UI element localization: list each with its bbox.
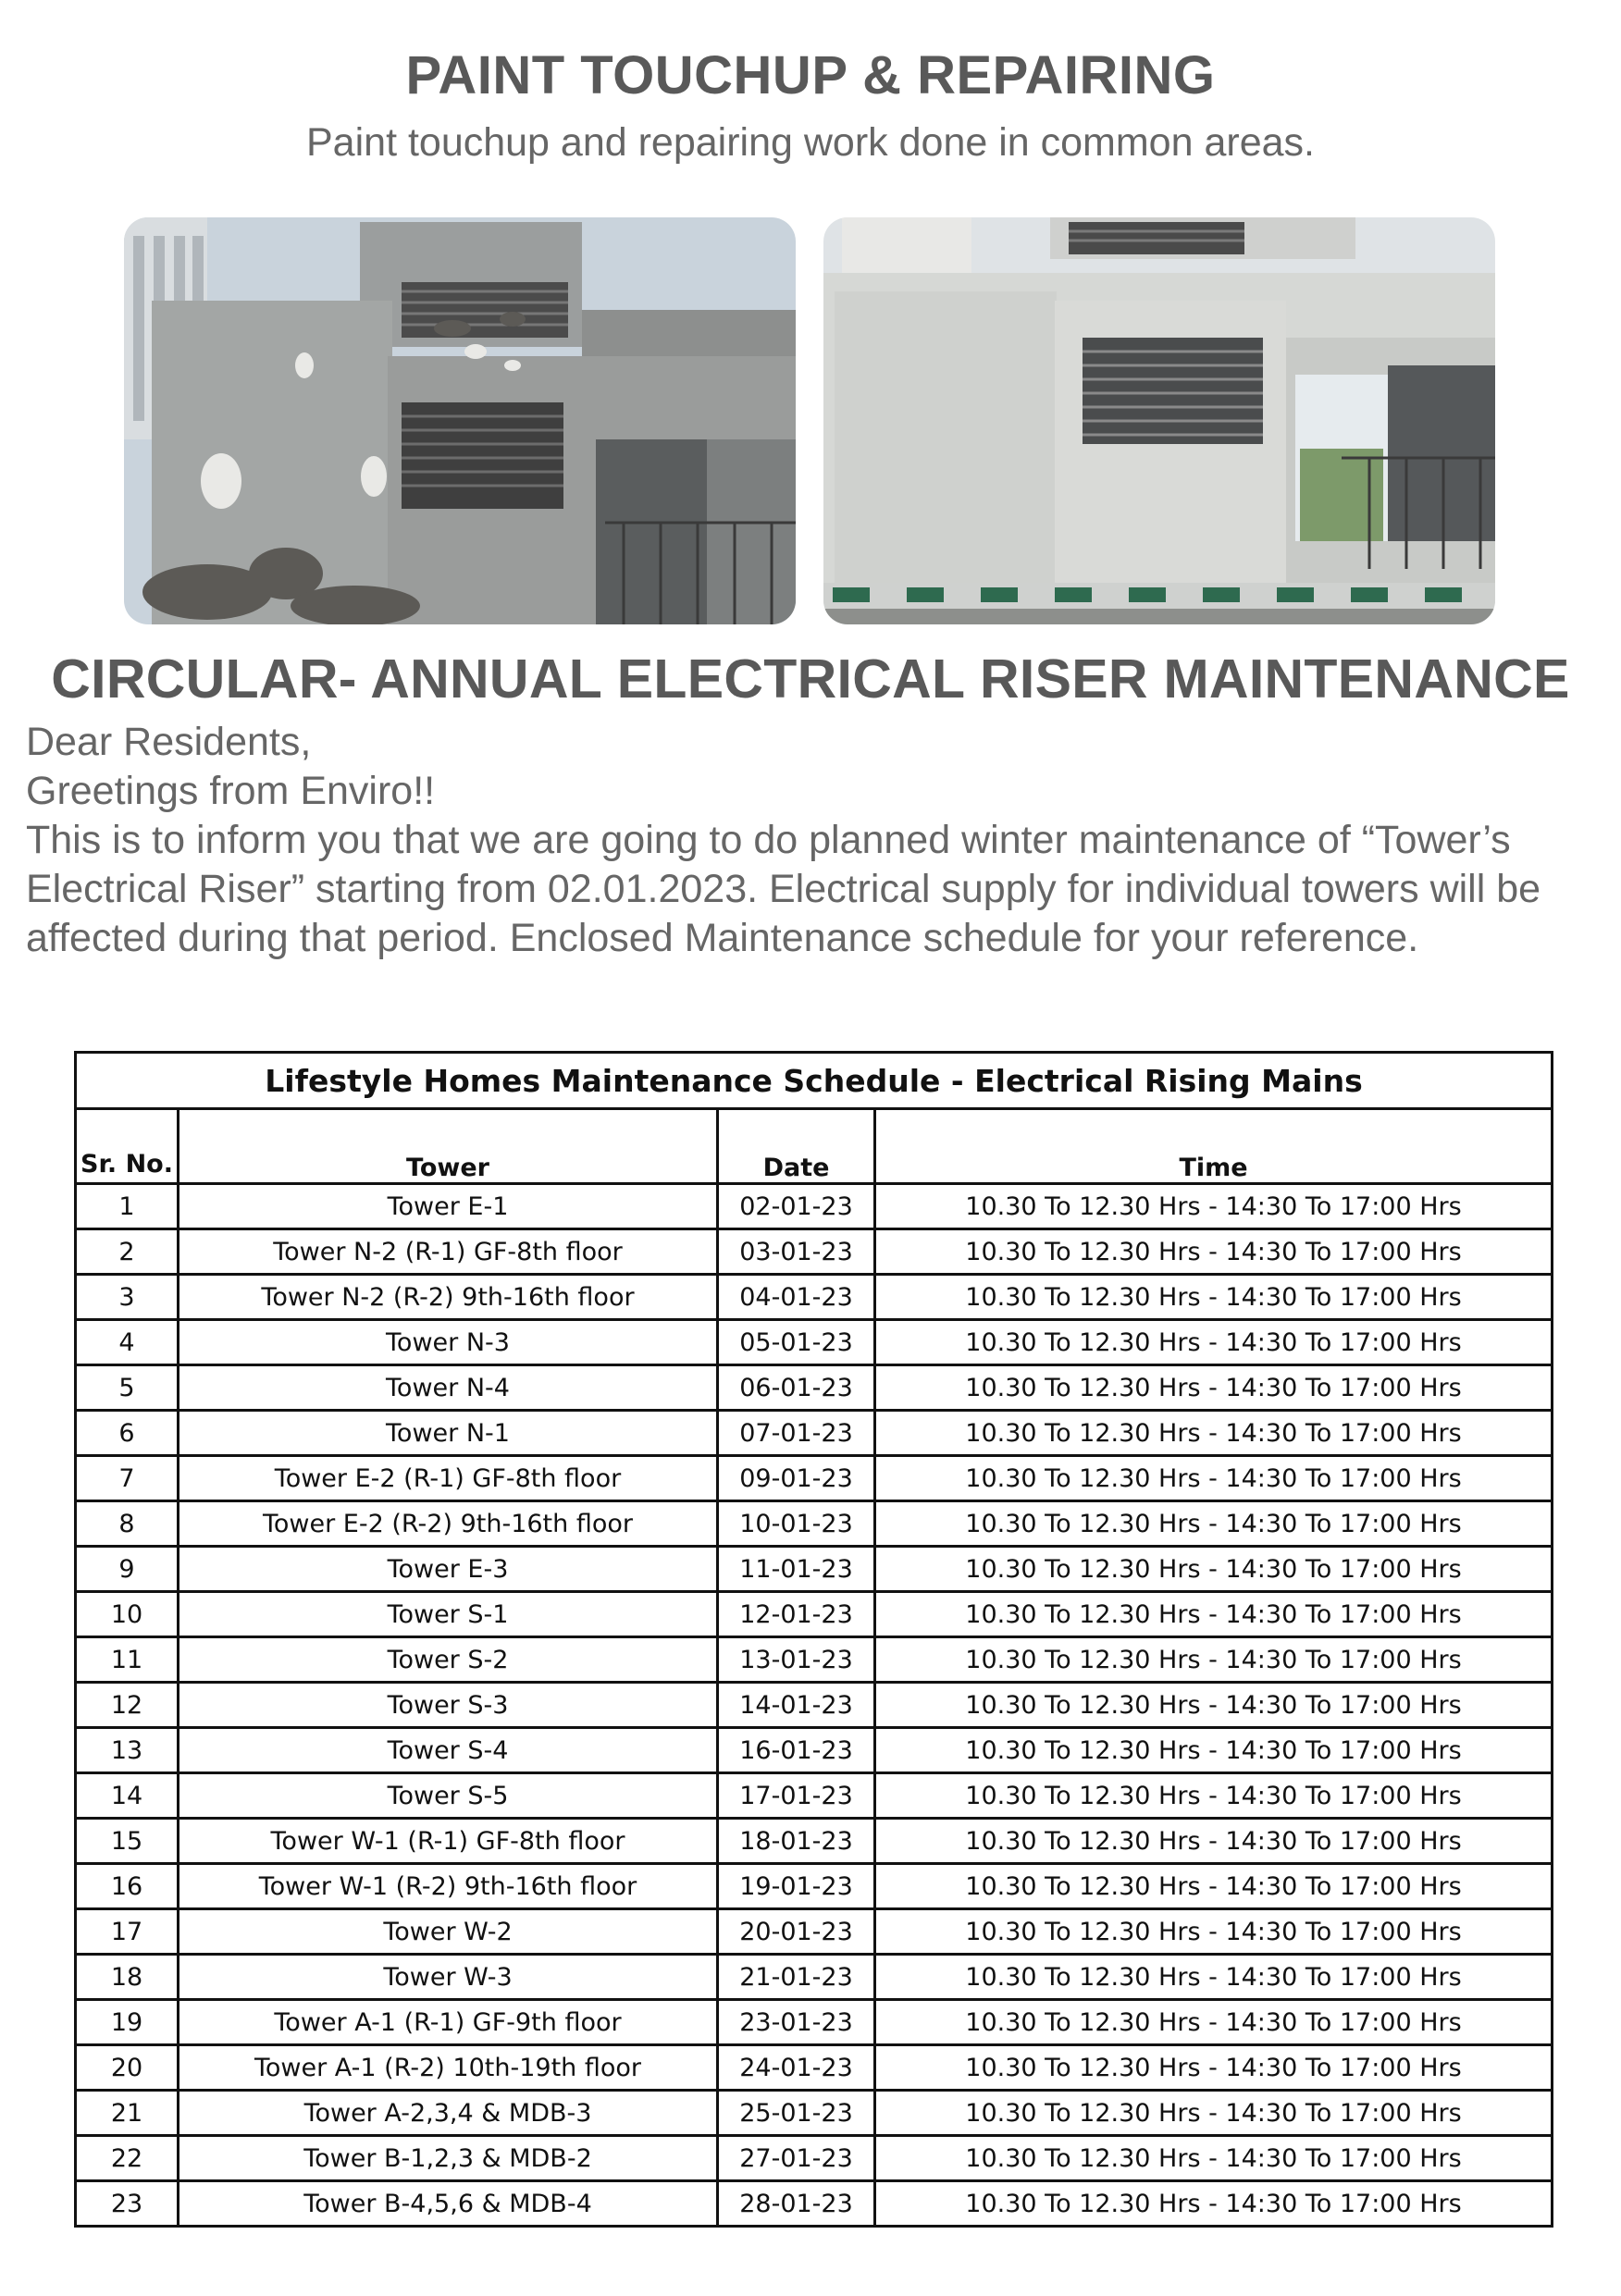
cell-sr-no: 6 [76, 1411, 179, 1456]
maintenance-schedule-table [74, 1051, 1553, 2228]
cell-date: 05-01-23 [718, 1320, 875, 1365]
cell-time: 10.30 To 12.30 Hrs - 14:30 To 17:00 Hrs [875, 1819, 1553, 1864]
cell-tower: Tower E-2 (R-2) 9th-16th floor [179, 1501, 718, 1547]
table-row [76, 1819, 1553, 1864]
cell-time: 10.30 To 12.30 Hrs - 14:30 To 17:00 Hrs [875, 1184, 1553, 1229]
cell-tower: Tower A-1 (R-1) GF-9th floor [179, 2000, 718, 2045]
cell-tower: Tower N-4 [179, 1365, 718, 1411]
cell-sr-no: 9 [76, 1547, 179, 1592]
table-row [76, 1637, 1553, 1683]
cell-tower: Tower N-1 [179, 1411, 718, 1456]
cell-sr-no: 16 [76, 1864, 179, 1909]
cell-time: 10.30 To 12.30 Hrs - 14:30 To 17:00 Hrs [875, 1592, 1553, 1637]
cell-time: 10.30 To 12.30 Hrs - 14:30 To 17:00 Hrs [875, 1909, 1553, 1955]
cell-tower: Tower N-2 (R-1) GF-8th floor [179, 1229, 718, 1275]
cell-date: 12-01-23 [718, 1592, 875, 1637]
cell-date: 27-01-23 [718, 2136, 875, 2181]
table-row [76, 1501, 1553, 1547]
cell-sr-no: 14 [76, 1773, 179, 1819]
table-row [76, 1184, 1553, 1229]
cell-tower: Tower W-3 [179, 1955, 718, 2000]
table-row [76, 1592, 1553, 1637]
table-row [76, 1683, 1553, 1728]
cell-tower: Tower A-2,3,4 & MDB-3 [179, 2091, 718, 2136]
cell-sr-no: 10 [76, 1592, 179, 1637]
cell-time: 10.30 To 12.30 Hrs - 14:30 To 17:00 Hrs [875, 1501, 1553, 1547]
cell-time: 10.30 To 12.30 Hrs - 14:30 To 17:00 Hrs [875, 1547, 1553, 1592]
cell-tower: Tower B-4,5,6 & MDB-4 [179, 2181, 718, 2227]
cell-time: 10.30 To 12.30 Hrs - 14:30 To 17:00 Hrs [875, 2091, 1553, 2136]
cell-sr-no: 2 [76, 1229, 179, 1275]
cell-sr-no: 11 [76, 1637, 179, 1683]
cell-sr-no: 17 [76, 1909, 179, 1955]
cell-date: 04-01-23 [718, 1275, 875, 1320]
cell-sr-no: 5 [76, 1365, 179, 1411]
table-row [76, 1728, 1553, 1773]
schedule-title: Lifestyle Homes Maintenance Schedule - Electrical Rising Mains [76, 1053, 1553, 1109]
cell-time: 10.30 To 12.30 Hrs - 14:30 To 17:00 Hrs [875, 1365, 1553, 1411]
cell-time: 10.30 To 12.30 Hrs - 14:30 To 17:00 Hrs [875, 1864, 1553, 1909]
cell-tower: Tower N-2 (R-2) 9th-16th floor [179, 1275, 718, 1320]
cell-sr-no: 23 [76, 2181, 179, 2227]
cell-sr-no: 3 [76, 1275, 179, 1320]
table-row [76, 1411, 1553, 1456]
cell-sr-no: 15 [76, 1819, 179, 1864]
table-row [76, 1229, 1553, 1275]
table-row [76, 2045, 1553, 2091]
letter-body: This is to inform you that we are going to do planned winter maintenance of “Tower’s Electrical Riser” starting from 02.01.2023. Electrical supply for individual towers will be affected during that period. Enclosed Maintenance schedule for your reference. [26, 818, 1541, 960]
table-row [76, 2181, 1553, 2227]
cell-time: 10.30 To 12.30 Hrs - 14:30 To 17:00 Hrs [875, 2136, 1553, 2181]
cell-date: 11-01-23 [718, 1547, 875, 1592]
column-header-date: Date [718, 1109, 875, 1184]
column-header-tower: Tower [179, 1109, 718, 1184]
cell-date: 21-01-23 [718, 1955, 875, 2000]
letter-greeting-line2: Greetings from Enviro!! [26, 769, 436, 813]
table-row [76, 1909, 1553, 1955]
cell-date: 10-01-23 [718, 1501, 875, 1547]
cell-sr-no: 20 [76, 2045, 179, 2091]
paint-section-subtitle: Paint touchup and repairing work done in common areas. [306, 120, 1315, 165]
table-row [76, 2091, 1553, 2136]
cell-sr-no: 12 [76, 1683, 179, 1728]
cell-tower: Tower S-4 [179, 1728, 718, 1773]
cell-date: 02-01-23 [718, 1184, 875, 1229]
cell-sr-no: 21 [76, 2091, 179, 2136]
table-row [76, 1547, 1553, 1592]
letter-greeting: Dear Residents, [26, 720, 312, 764]
cell-sr-no: 1 [76, 1184, 179, 1229]
table-row [76, 1456, 1553, 1501]
cell-tower: Tower W-1 (R-1) GF-8th floor [179, 1819, 718, 1864]
cell-date: 24-01-23 [718, 2045, 875, 2091]
cell-tower: Tower S-5 [179, 1773, 718, 1819]
cell-sr-no: 4 [76, 1320, 179, 1365]
cell-tower: Tower S-2 [179, 1637, 718, 1683]
cell-date: 09-01-23 [718, 1456, 875, 1501]
after-repair-photo [823, 217, 1495, 624]
cell-date: 18-01-23 [718, 1819, 875, 1864]
cell-sr-no: 22 [76, 2136, 179, 2181]
cell-time: 10.30 To 12.30 Hrs - 14:30 To 17:00 Hrs [875, 1320, 1553, 1365]
cell-tower: Tower W-1 (R-2) 9th-16th floor [179, 1864, 718, 1909]
cell-time: 10.30 To 12.30 Hrs - 14:30 To 17:00 Hrs [875, 1773, 1553, 1819]
paint-section-title: PAINT TOUCHUP & REPAIRING [405, 45, 1216, 105]
cell-date: 19-01-23 [718, 1864, 875, 1909]
cell-time: 10.30 To 12.30 Hrs - 14:30 To 17:00 Hrs [875, 1683, 1553, 1728]
table-row [76, 1275, 1553, 1320]
cell-time: 10.30 To 12.30 Hrs - 14:30 To 17:00 Hrs [875, 1728, 1553, 1773]
cell-time: 10.30 To 12.30 Hrs - 14:30 To 17:00 Hrs [875, 1229, 1553, 1275]
cell-time: 10.30 To 12.30 Hrs - 14:30 To 17:00 Hrs [875, 1411, 1553, 1456]
cell-tower: Tower E-1 [179, 1184, 718, 1229]
cell-tower: Tower E-3 [179, 1547, 718, 1592]
cell-date: 16-01-23 [718, 1728, 875, 1773]
cell-date: 28-01-23 [718, 2181, 875, 2227]
cell-sr-no: 8 [76, 1501, 179, 1547]
cell-sr-no: 7 [76, 1456, 179, 1501]
cell-date: 13-01-23 [718, 1637, 875, 1683]
circular-title: CIRCULAR- ANNUAL ELECTRICAL RISER MAINTENANCE [51, 648, 1570, 710]
table-row [76, 1320, 1553, 1365]
cell-sr-no: 13 [76, 1728, 179, 1773]
cell-tower: Tower W-2 [179, 1909, 718, 1955]
table-row [76, 2000, 1553, 2045]
cell-tower: Tower E-2 (R-1) GF-8th floor [179, 1456, 718, 1501]
cell-time: 10.30 To 12.30 Hrs - 14:30 To 17:00 Hrs [875, 2181, 1553, 2227]
table-row [76, 1773, 1553, 1819]
before-repair-photo [124, 217, 796, 624]
cell-date: 07-01-23 [718, 1411, 875, 1456]
cell-tower: Tower B-1,2,3 & MDB-2 [179, 2136, 718, 2181]
cell-time: 10.30 To 12.30 Hrs - 14:30 To 17:00 Hrs [875, 1955, 1553, 2000]
column-header-time: Time [875, 1109, 1553, 1184]
cell-time: 10.30 To 12.30 Hrs - 14:30 To 17:00 Hrs [875, 2045, 1553, 2091]
cell-time: 10.30 To 12.30 Hrs - 14:30 To 17:00 Hrs [875, 2000, 1553, 2045]
cell-date: 23-01-23 [718, 2000, 875, 2045]
cell-time: 10.30 To 12.30 Hrs - 14:30 To 17:00 Hrs [875, 1637, 1553, 1683]
table-row [76, 2136, 1553, 2181]
cell-date: 25-01-23 [718, 2091, 875, 2136]
table-row [76, 1864, 1553, 1909]
cell-date: 14-01-23 [718, 1683, 875, 1728]
cell-date: 03-01-23 [718, 1229, 875, 1275]
cell-tower: Tower A-1 (R-2) 10th-19th floor [179, 2045, 718, 2091]
cell-time: 10.30 To 12.30 Hrs - 14:30 To 17:00 Hrs [875, 1456, 1553, 1501]
column-header-sr-no: Sr. No. [76, 1109, 179, 1184]
table-row [76, 1365, 1553, 1411]
cell-date: 20-01-23 [718, 1909, 875, 1955]
cell-tower: Tower S-3 [179, 1683, 718, 1728]
cell-time: 10.30 To 12.30 Hrs - 14:30 To 17:00 Hrs [875, 1275, 1553, 1320]
cell-tower: Tower N-3 [179, 1320, 718, 1365]
schedule-body [76, 1184, 1553, 2227]
table-row [76, 1955, 1553, 2000]
cell-date: 06-01-23 [718, 1365, 875, 1411]
circular-letter [26, 718, 1590, 963]
cell-date: 17-01-23 [718, 1773, 875, 1819]
cell-sr-no: 18 [76, 1955, 179, 2000]
cell-sr-no: 19 [76, 2000, 179, 2045]
cell-tower: Tower S-1 [179, 1592, 718, 1637]
